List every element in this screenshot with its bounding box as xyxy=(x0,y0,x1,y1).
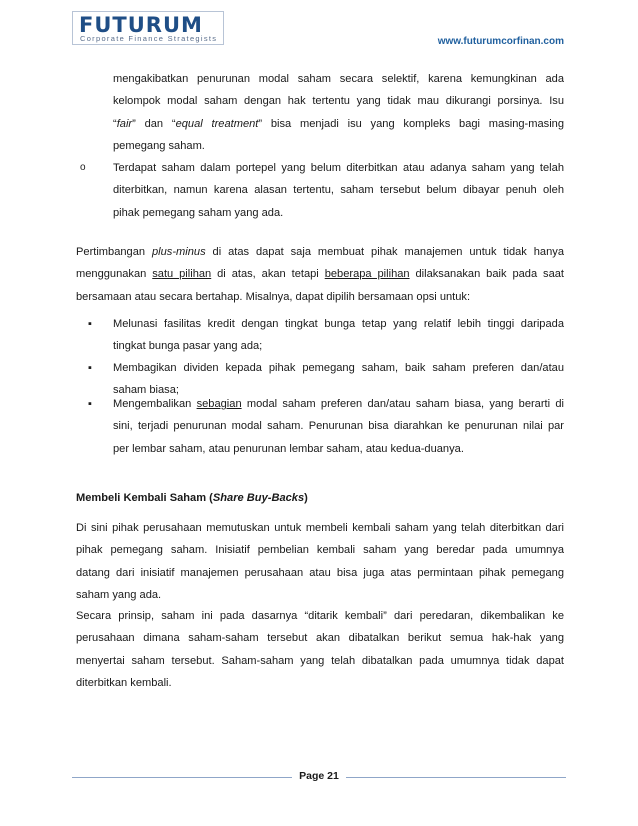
square-bullet-icon: ▪ xyxy=(88,398,92,410)
text-line: Mengembalikan sebagian modal saham preferen dan/atau saham biasa, yang berarti di xyxy=(113,398,564,410)
text-line: mengakibatkan penurunan modal saham secara selektif, karena kemungkinan ada xyxy=(113,73,564,85)
text-line: Terdapat saham dalam portepel yang belum diterbitkan atau adanya saham yang telah xyxy=(113,162,564,174)
website-url[interactable]: www.futurumcorfinan.com xyxy=(437,36,564,47)
text-line: pemegang saham. xyxy=(113,139,205,152)
section-heading: Membeli Kembali Saham (Share Buy-Backs) xyxy=(76,492,308,504)
bullet-item xyxy=(113,393,564,460)
paragraph-buyback-principle xyxy=(76,605,564,694)
text-line: saham yang ada. xyxy=(76,588,162,601)
text-line: sini, terjadi penurunan modal saham. Penurunan bisa diarahkan ke penurunan nilai par xyxy=(113,420,564,433)
text-line: tingkat bunga pasar yang ada; xyxy=(113,340,263,353)
paragraph-considerations xyxy=(76,241,564,308)
text-line: Membagikan dividen kepada pihak pemegang saham, baik saham preferen dan/atau xyxy=(113,362,564,374)
page-number: Page 21 xyxy=(299,770,339,782)
sub-bullet-item xyxy=(113,157,564,224)
text-line: Secara prinsip, saham ini pada dasarnya “ditarik kembali” dari peredaran, dikembalikan ke xyxy=(76,610,564,622)
text-line: saham biasa; xyxy=(113,384,179,397)
text-line: pihak pemegang saham. Inisiatif pembelian kembali saham yang beredar pada umumnya xyxy=(76,544,564,557)
text-line: bersamaan atau secara bertahap. Misalnya, dapat dipilih bersamaan opsi untuk: xyxy=(76,290,471,303)
text-line: Pertimbangan plus-minus di atas dapat saja membuat pihak manajemen untuk tidak hanya xyxy=(76,246,564,258)
text-line: Melunasi fasilitas kredit dengan tingkat bunga tetap yang relatif lebih tinggi daripada xyxy=(113,318,564,330)
text-line: menyertai saham tersebut. Saham-saham yang telah dibatalkan pada umumnya tidak dapat xyxy=(76,654,564,667)
bullet-item xyxy=(113,313,564,358)
paragraph-continuation xyxy=(113,68,564,157)
logo-tagline: Corporate Finance Strategists xyxy=(80,34,218,43)
text-line: pihak pemegang saham yang ada. xyxy=(113,206,284,219)
text-line: per lembar saham, atau penurunan lembar saham, atau kedua-duanya. xyxy=(113,442,464,455)
text-line: kelompok modal saham dengan hak tertentu yang tidak mau dikurangi porsinya. Isu xyxy=(113,95,564,108)
footer-divider xyxy=(72,777,292,778)
text-line: perusahaan dimana saham-saham tersebut akan dibatalkan berikut semua hak-hak yang xyxy=(76,632,564,645)
paragraph-buyback-intro xyxy=(76,517,564,606)
text-line: diterbitkan, namun karena alasan tertentu, saham tersebut belum dibayar penuh oleh xyxy=(113,184,564,197)
circle-bullet-icon: o xyxy=(80,162,86,173)
text-line: diterbitkan kembali. xyxy=(76,676,172,689)
square-bullet-icon: ▪ xyxy=(88,362,92,374)
footer-divider xyxy=(346,777,566,778)
square-bullet-icon: ▪ xyxy=(88,318,92,330)
text-line: menggunakan satu pilihan di atas, akan tetapi beberapa pilihan dilaksanakan baik pada saat xyxy=(76,268,564,281)
logo-wordmark: FUTURUM xyxy=(79,13,203,37)
text-line: datang dari inisiatif manajemen perusahaan atau bisa juga atas permintaan pihak pemegang xyxy=(76,566,564,579)
text-line: “fair” dan “equal treatment” bisa menjadi isu yang kompleks bagi masing-masing xyxy=(113,117,564,130)
futurum-logo xyxy=(72,11,224,45)
text-line: Di sini pihak perusahaan memutuskan untuk membeli kembali saham yang telah diterbitkan dari xyxy=(76,522,564,534)
